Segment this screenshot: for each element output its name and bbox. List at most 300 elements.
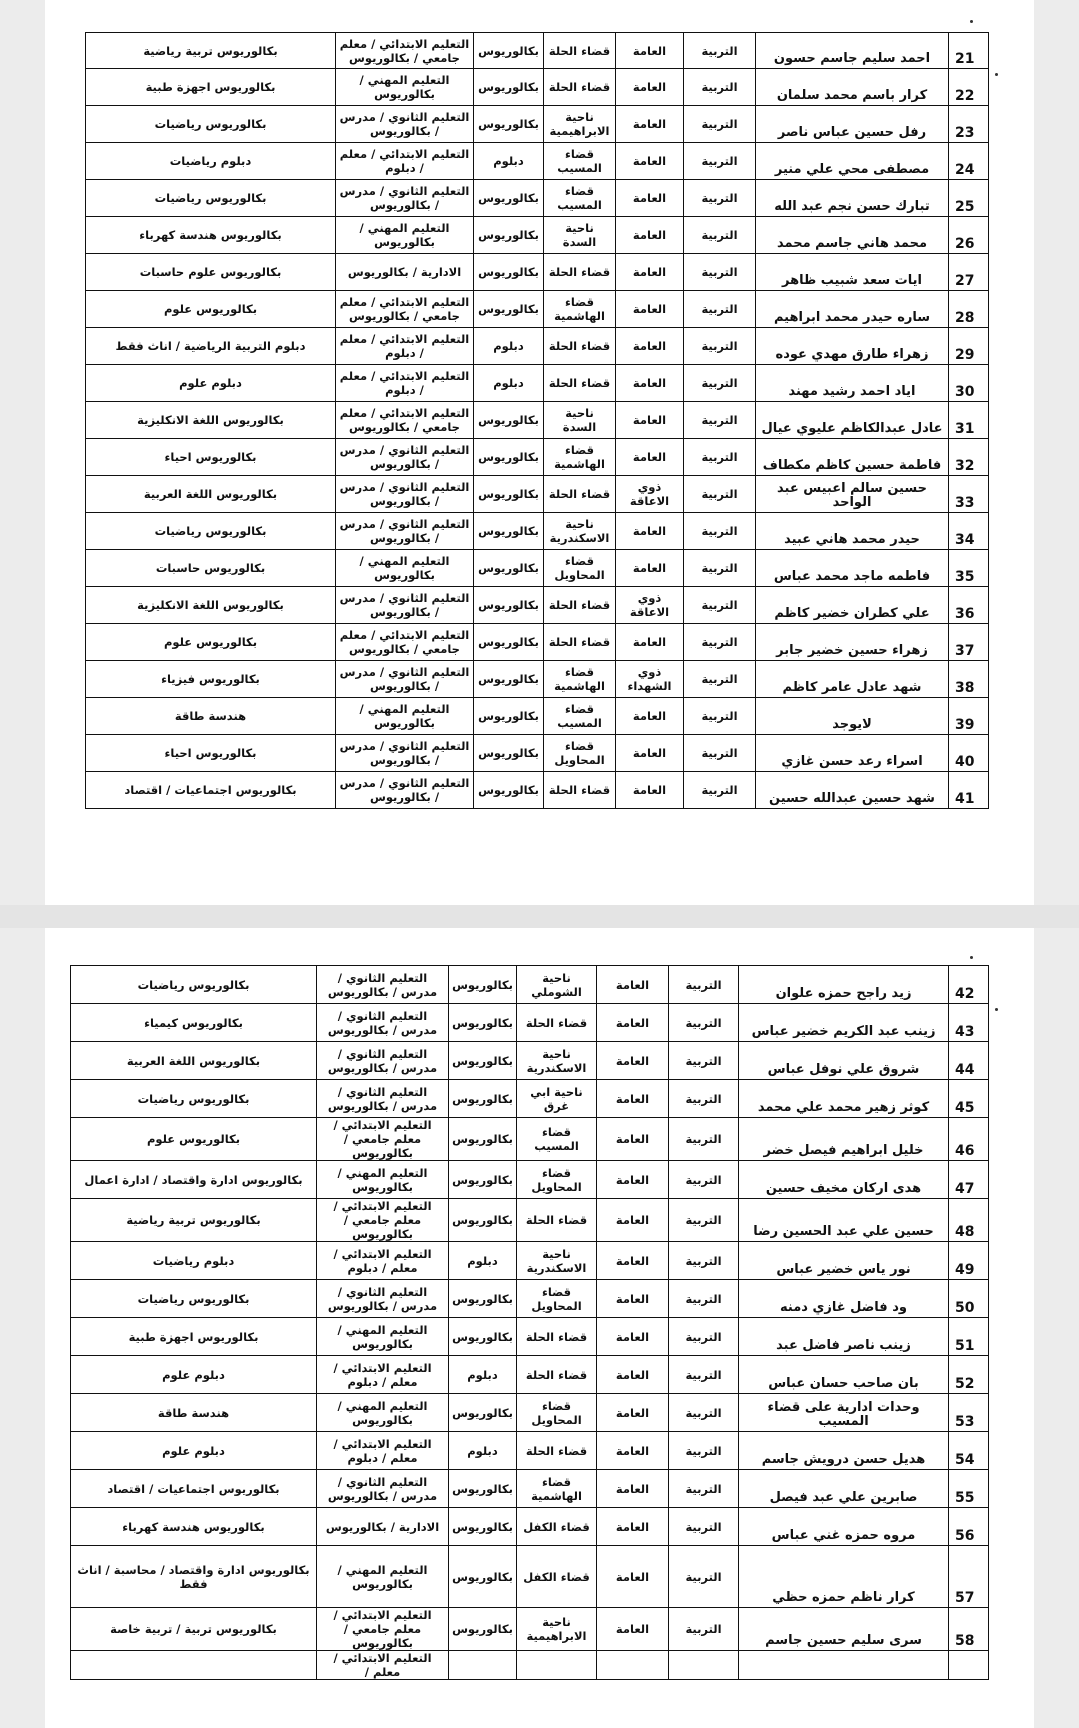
department: التربية [684, 180, 756, 217]
specialization: دبلوم علوم [86, 365, 336, 402]
table-row [71, 1651, 989, 1680]
table-row [86, 402, 989, 439]
department: التربية [684, 513, 756, 550]
row-number: 36 [949, 587, 989, 624]
degree: بكالوريوس [474, 33, 544, 69]
department: التربية [669, 1280, 739, 1318]
specialization: بكالوريوس علوم [86, 291, 336, 328]
degree: بكالوريوس [449, 1470, 517, 1508]
category: العامة [616, 69, 684, 106]
degree: بكالوريوس [449, 1546, 517, 1608]
district: قضاء المحاويل [517, 1280, 597, 1318]
applicant-name: كرار باسم محمد سلمان [756, 69, 949, 106]
applicant-name: فاطمة حسين كاظم مكطاف [756, 439, 949, 476]
category [597, 1651, 669, 1680]
table-row [71, 966, 989, 1004]
category: العامة [597, 1470, 669, 1508]
district: قضاء المحاويل [517, 1161, 597, 1199]
district: ناحية الابراهيمية [517, 1608, 597, 1651]
applicant-name: زينب ناصر فاضل عبد [739, 1318, 949, 1356]
row-number: 32 [949, 439, 989, 476]
applicant-name: نور ياس خضير عباس [739, 1242, 949, 1280]
education-level: التعليم الابتدائي / معلم / [317, 1651, 449, 1680]
category: العامة [597, 1280, 669, 1318]
degree: بكالوريوس [474, 772, 544, 809]
specialization: بكالوريوس علوم [71, 1118, 317, 1161]
education-level: التعليم المهني / بكالوريوس [317, 1394, 449, 1432]
district: ناحية السدة [544, 217, 616, 254]
category: ذوي الاعاقة [616, 476, 684, 513]
degree: بكالوريوس [474, 69, 544, 106]
education-level: التعليم الثانوي / مدرس / بكالوريوس [336, 735, 474, 772]
category: العامة [597, 1432, 669, 1470]
education-level: التعليم الثانوي / مدرس / بكالوريوس [336, 587, 474, 624]
scan-mark [970, 20, 973, 23]
education-level: التعليم الابتدائي / معلم / دبلوم [317, 1242, 449, 1280]
applicant-name: ايات سعد شبيب ظاهر [756, 254, 949, 291]
education-level: التعليم الثانوي / مدرس / بكالوريوس [317, 1004, 449, 1042]
category: العامة [597, 1118, 669, 1161]
applicant-name: حيدر محمد هاني عبيد [756, 513, 949, 550]
district: قضاء الهاشمية [544, 291, 616, 328]
specialization: بكالوريوس تربية رياضية [86, 33, 336, 69]
district [517, 1651, 597, 1680]
table-row [71, 1356, 989, 1394]
department: التربية [669, 1608, 739, 1651]
specialization: بكالوريوس اجتماعيات / اقتصاد [71, 1470, 317, 1508]
degree: بكالوريوس [449, 1608, 517, 1651]
applicant-name: زينب عبد الكريم خضير عباس [739, 1004, 949, 1042]
department: التربية [684, 106, 756, 143]
applicant-name: وحدات ادارية على قضاء المسيب [739, 1394, 949, 1432]
row-number: 52 [949, 1356, 989, 1394]
department: التربية [684, 254, 756, 291]
degree: بكالوريوس [474, 550, 544, 587]
department: التربية [684, 217, 756, 254]
specialization: بكالوريوس علوم [86, 624, 336, 661]
education-level: الادارية / بكالوريوس [317, 1508, 449, 1546]
degree: بكالوريوس [449, 1161, 517, 1199]
row-number: 28 [949, 291, 989, 328]
category: العامة [597, 1042, 669, 1080]
row-number: 21 [949, 33, 989, 69]
degree: بكالوريوس [449, 1199, 517, 1242]
applicant-name: زهراء حسين خضير جابر [756, 624, 949, 661]
category: العامة [616, 33, 684, 69]
district: ناحية السدة [544, 402, 616, 439]
table-row [86, 698, 989, 735]
education-level: التعليم الابتدائي / معلم جامعي / بكالوريوس [336, 624, 474, 661]
education-level: التعليم الثانوي / مدرس / بكالوريوس [336, 439, 474, 476]
department: التربية [669, 966, 739, 1004]
specialization: بكالوريوس احياء [86, 439, 336, 476]
category: ذوي الاعاقة [616, 587, 684, 624]
applicant-name: هديل حسن درويش جاسم [739, 1432, 949, 1470]
table-row [71, 1280, 989, 1318]
specialization [71, 1651, 317, 1680]
applicant-name: شهد حسين عبدالله حسين [756, 772, 949, 809]
table-row [86, 217, 989, 254]
department: التربية [669, 1042, 739, 1080]
department: التربية [669, 1118, 739, 1161]
education-level: التعليم الثانوي / مدرس / بكالوريوس [317, 1042, 449, 1080]
table-row [86, 106, 989, 143]
education-level: التعليم الثانوي / مدرس / بكالوريوس [336, 513, 474, 550]
district: قضاء الحلة [517, 1432, 597, 1470]
row-number: 48 [949, 1199, 989, 1242]
degree: بكالوريوس [474, 291, 544, 328]
department: التربية [669, 1356, 739, 1394]
education-level: التعليم المهني / بكالوريوس [336, 698, 474, 735]
specialization: بكالوريوس رياضيات [86, 106, 336, 143]
district: ناحية الاسكندرية [544, 513, 616, 550]
specialization: بكالوريوس اللغة الانكليزية [86, 402, 336, 439]
department: التربية [669, 1242, 739, 1280]
education-level: التعليم الابتدائي / معلم جامعي / بكالوريوس [317, 1199, 449, 1242]
table-row [86, 735, 989, 772]
specialization: بكالوريوس ادارة واقتصاد / محاسبة / اناث فقط [71, 1546, 317, 1608]
scan-mark [995, 1008, 998, 1011]
degree: بكالوريوس [474, 661, 544, 698]
category: العامة [616, 365, 684, 402]
education-level: التعليم المهني / بكالوريوس [317, 1318, 449, 1356]
degree: دبلوم [449, 1432, 517, 1470]
category: العامة [616, 698, 684, 735]
row-number: 25 [949, 180, 989, 217]
applicant-name: ود فاضل غازي دمنه [739, 1280, 949, 1318]
department: التربية [684, 33, 756, 69]
degree: بكالوريوس [474, 217, 544, 254]
applicant-name: احمد سليم جاسم حسون [756, 33, 949, 69]
department: التربية [684, 143, 756, 180]
specialization: بكالوريوس رياضيات [86, 513, 336, 550]
degree: دبلوم [449, 1356, 517, 1394]
education-level: التعليم المهني / بكالوريوس [336, 550, 474, 587]
education-level: التعليم المهني / بكالوريوس [317, 1546, 449, 1608]
education-level: التعليم الثانوي / مدرس / بكالوريوس [336, 661, 474, 698]
education-level: التعليم الابتدائي / معلم / دبلوم [336, 143, 474, 180]
row-number [949, 1651, 989, 1680]
district: قضاء الحلة [544, 328, 616, 365]
table-row [86, 254, 989, 291]
degree: بكالوريوس [449, 966, 517, 1004]
applicant-name: اياد احمد رشيد مهند [756, 365, 949, 402]
table-row [71, 1394, 989, 1432]
district: ناحية الاسكندرية [517, 1242, 597, 1280]
row-number: 34 [949, 513, 989, 550]
page-gap [0, 905, 1079, 928]
applicant-name: كوثر زهير محمد علي محمد [739, 1080, 949, 1118]
specialization: بكالوريوس اللغة الانكليزية [86, 587, 336, 624]
applicant-name: محمد هاني جاسم محمد [756, 217, 949, 254]
department: التربية [684, 772, 756, 809]
table-row [86, 439, 989, 476]
department: التربية [669, 1004, 739, 1042]
applicant-name: شروق علي نوفل عباس [739, 1042, 949, 1080]
department: التربية [684, 698, 756, 735]
table-row [71, 1318, 989, 1356]
education-level: التعليم الثانوي / مدرس / بكالوريوس [336, 476, 474, 513]
category: العامة [616, 254, 684, 291]
district: قضاء المحاويل [544, 735, 616, 772]
department: التربية [669, 1508, 739, 1546]
education-level: التعليم الثانوي / مدرس / بكالوريوس [336, 772, 474, 809]
category: العامة [616, 439, 684, 476]
table-row [71, 1199, 989, 1242]
degree: بكالوريوس [449, 1280, 517, 1318]
table-row [86, 661, 989, 698]
degree: دبلوم [474, 365, 544, 402]
table-row [71, 1608, 989, 1651]
specialization: بكالوريوس احياء [86, 735, 336, 772]
row-number: 55 [949, 1470, 989, 1508]
degree: بكالوريوس [474, 587, 544, 624]
table-row [71, 1161, 989, 1199]
district: قضاء الهاشمية [544, 661, 616, 698]
specialization: بكالوريوس علوم حاسبات [86, 254, 336, 291]
applicant-name [739, 1651, 949, 1680]
specialization: دبلوم التربية الرياضية / اناث فقط [86, 328, 336, 365]
table-row [71, 1242, 989, 1280]
category: العامة [616, 772, 684, 809]
degree: بكالوريوس [449, 1042, 517, 1080]
applicant-name: لايوجد [756, 698, 949, 735]
district: قضاء الحلة [517, 1199, 597, 1242]
education-level: التعليم الابتدائي / معلم جامعي / بكالوريوس [317, 1118, 449, 1161]
category: العامة [597, 1004, 669, 1042]
department: التربية [684, 402, 756, 439]
specialization: هندسة طاقة [71, 1394, 317, 1432]
district: قضاء المسيب [544, 143, 616, 180]
row-number: 51 [949, 1318, 989, 1356]
department: التربية [684, 550, 756, 587]
district: قضاء الحلة [544, 69, 616, 106]
category: العامة [597, 1608, 669, 1651]
specialization: دبلوم رياضيات [71, 1242, 317, 1280]
specialization: بكالوريوس تربية / تربية خاصة [71, 1608, 317, 1651]
applicant-name: مصطفى محي علي منير [756, 143, 949, 180]
education-level: التعليم المهني / بكالوريوس [336, 69, 474, 106]
district: قضاء الكفل [517, 1546, 597, 1608]
category: العامة [597, 1508, 669, 1546]
category: العامة [597, 1394, 669, 1432]
district: قضاء المحاويل [517, 1394, 597, 1432]
specialization: بكالوريوس حاسبات [86, 550, 336, 587]
applicant-name: حسين سالم اعبيس عبد الواحد [756, 476, 949, 513]
results-table-2 [70, 965, 989, 1680]
degree: بكالوريوس [474, 254, 544, 291]
page-sheet-2 [45, 928, 1034, 1728]
applicant-name: سرى سليم حسين جاسم [739, 1608, 949, 1651]
degree [449, 1651, 517, 1680]
row-number: 33 [949, 476, 989, 513]
applicant-name: ساره حيدر محمد ابراهيم [756, 291, 949, 328]
table-row [86, 772, 989, 809]
row-number: 30 [949, 365, 989, 402]
category: ذوي الشهداء [616, 661, 684, 698]
page-sheet-1 [45, 0, 1034, 905]
specialization: بكالوريوس اللغة العربية [71, 1042, 317, 1080]
education-level: التعليم الثانوي / مدرس / بكالوريوس [336, 180, 474, 217]
district: قضاء الحلة [544, 33, 616, 69]
department: التربية [684, 735, 756, 772]
applicant-name: تبارك حسن نجم عبد الله [756, 180, 949, 217]
education-level: التعليم المهني / بكالوريوس [336, 217, 474, 254]
department: التربية [669, 1394, 739, 1432]
department: التربية [669, 1080, 739, 1118]
row-number: 50 [949, 1280, 989, 1318]
department: التربية [684, 69, 756, 106]
specialization: بكالوريوس رياضيات [71, 1280, 317, 1318]
specialization: دبلوم رياضيات [86, 143, 336, 180]
degree: بكالوريوس [474, 402, 544, 439]
table-row [86, 550, 989, 587]
department: التربية [684, 587, 756, 624]
category: العامة [597, 1356, 669, 1394]
specialization: بكالوريوس هندسة كهرباء [71, 1508, 317, 1546]
applicant-name: صابرين علي عبد فيصل [739, 1470, 949, 1508]
degree: بكالوريوس [449, 1318, 517, 1356]
table-row [71, 1508, 989, 1546]
specialization: بكالوريوس اجهزة طبية [86, 69, 336, 106]
row-number: 27 [949, 254, 989, 291]
row-number: 43 [949, 1004, 989, 1042]
category: العامة [616, 106, 684, 143]
degree: بكالوريوس [449, 1118, 517, 1161]
district: قضاء الحلة [544, 254, 616, 291]
row-number: 49 [949, 1242, 989, 1280]
row-number: 26 [949, 217, 989, 254]
row-number: 35 [949, 550, 989, 587]
district: قضاء الحلة [544, 587, 616, 624]
row-number: 45 [949, 1080, 989, 1118]
table-row [86, 143, 989, 180]
row-number: 54 [949, 1432, 989, 1470]
table-row [71, 1470, 989, 1508]
row-number: 40 [949, 735, 989, 772]
table-row [86, 33, 989, 69]
district: قضاء المسيب [544, 698, 616, 735]
district: ناحية الشوملي [517, 966, 597, 1004]
district: قضاء المحاويل [544, 550, 616, 587]
row-number: 44 [949, 1042, 989, 1080]
education-level: التعليم الابتدائي / معلم / دبلوم [336, 365, 474, 402]
degree: دبلوم [474, 328, 544, 365]
row-number: 58 [949, 1608, 989, 1651]
degree: بكالوريوس [474, 735, 544, 772]
degree: دبلوم [474, 143, 544, 180]
row-number: 56 [949, 1508, 989, 1546]
table-row [86, 365, 989, 402]
education-level: التعليم الثانوي / مدرس / بكالوريوس [317, 1470, 449, 1508]
department: التربية [669, 1470, 739, 1508]
specialization: بكالوريوس فيزياء [86, 661, 336, 698]
specialization: بكالوريوس اجتماعيات / اقتصاد [86, 772, 336, 809]
district: ناحية ابي غرق [517, 1080, 597, 1118]
scan-mark [970, 956, 973, 959]
district: قضاء المسيب [517, 1118, 597, 1161]
education-level: التعليم الثانوي / مدرس / بكالوريوس [336, 106, 474, 143]
applicant-name: خليل ابراهيم فيصل خضر [739, 1118, 949, 1161]
district: قضاء الهاشمية [544, 439, 616, 476]
table-row [71, 1004, 989, 1042]
applicant-name: زهراء طارق مهدي عوده [756, 328, 949, 365]
specialization: بكالوريوس كيمياء [71, 1004, 317, 1042]
category: العامة [597, 966, 669, 1004]
row-number: 37 [949, 624, 989, 661]
department: التربية [669, 1161, 739, 1199]
table-row [71, 1080, 989, 1118]
results-table-1 [85, 32, 989, 809]
category: العامة [597, 1318, 669, 1356]
table-row [86, 328, 989, 365]
table-row [86, 513, 989, 550]
specialization: بكالوريوس ادارة واقتصاد / ادارة اعمال [71, 1161, 317, 1199]
category: العامة [616, 143, 684, 180]
education-level: التعليم الثانوي / مدرس / بكالوريوس [317, 1280, 449, 1318]
degree: بكالوريوس [449, 1394, 517, 1432]
row-number: 31 [949, 402, 989, 439]
district: قضاء المسيب [544, 180, 616, 217]
education-level: التعليم الابتدائي / معلم / دبلوم [317, 1356, 449, 1394]
degree: بكالوريوس [474, 476, 544, 513]
specialization: بكالوريوس رياضيات [71, 966, 317, 1004]
department: التربية [669, 1432, 739, 1470]
table-row [71, 1546, 989, 1608]
table-row [71, 1118, 989, 1161]
applicant-name: زيد راجح حمزه علوان [739, 966, 949, 1004]
department: التربية [684, 439, 756, 476]
applicant-name: حسين علي عبد الحسين رضا [739, 1199, 949, 1242]
row-number: 57 [949, 1546, 989, 1608]
department: التربية [684, 291, 756, 328]
degree: بكالوريوس [474, 439, 544, 476]
category: العامة [597, 1242, 669, 1280]
department: التربية [669, 1199, 739, 1242]
category: العامة [616, 180, 684, 217]
department: التربية [684, 476, 756, 513]
category: العامة [616, 735, 684, 772]
applicant-name: هدى اركان مخيف حسين [739, 1161, 949, 1199]
applicant-name: رفل حسين عباس ناصر [756, 106, 949, 143]
table-row [86, 69, 989, 106]
district: قضاء الحلة [544, 772, 616, 809]
scan-mark [995, 73, 998, 76]
specialization: بكالوريوس اجهزة طبية [71, 1318, 317, 1356]
table-row [86, 624, 989, 661]
degree: بكالوريوس [474, 106, 544, 143]
education-level: التعليم الابتدائي / معلم جامعي / بكالوريوس [336, 291, 474, 328]
applicant-name: عادل عبدالكاظم عليوي عيال [756, 402, 949, 439]
department: التربية [684, 624, 756, 661]
category: العامة [597, 1199, 669, 1242]
row-number: 42 [949, 966, 989, 1004]
district: قضاء الحلة [517, 1004, 597, 1042]
row-number: 24 [949, 143, 989, 180]
table-row [71, 1432, 989, 1470]
education-level: التعليم الابتدائي / معلم جامعي / بكالوريوس [317, 1608, 449, 1651]
specialization: دبلوم علوم [71, 1432, 317, 1470]
applicant-name: كرار ناظم حمزه حظي [739, 1546, 949, 1608]
specialization: دبلوم علوم [71, 1356, 317, 1394]
category: العامة [616, 217, 684, 254]
table-row [86, 476, 989, 513]
table-row [86, 180, 989, 217]
category: العامة [616, 550, 684, 587]
district: قضاء الحلة [544, 365, 616, 402]
degree: بكالوريوس [474, 180, 544, 217]
row-number: 23 [949, 106, 989, 143]
